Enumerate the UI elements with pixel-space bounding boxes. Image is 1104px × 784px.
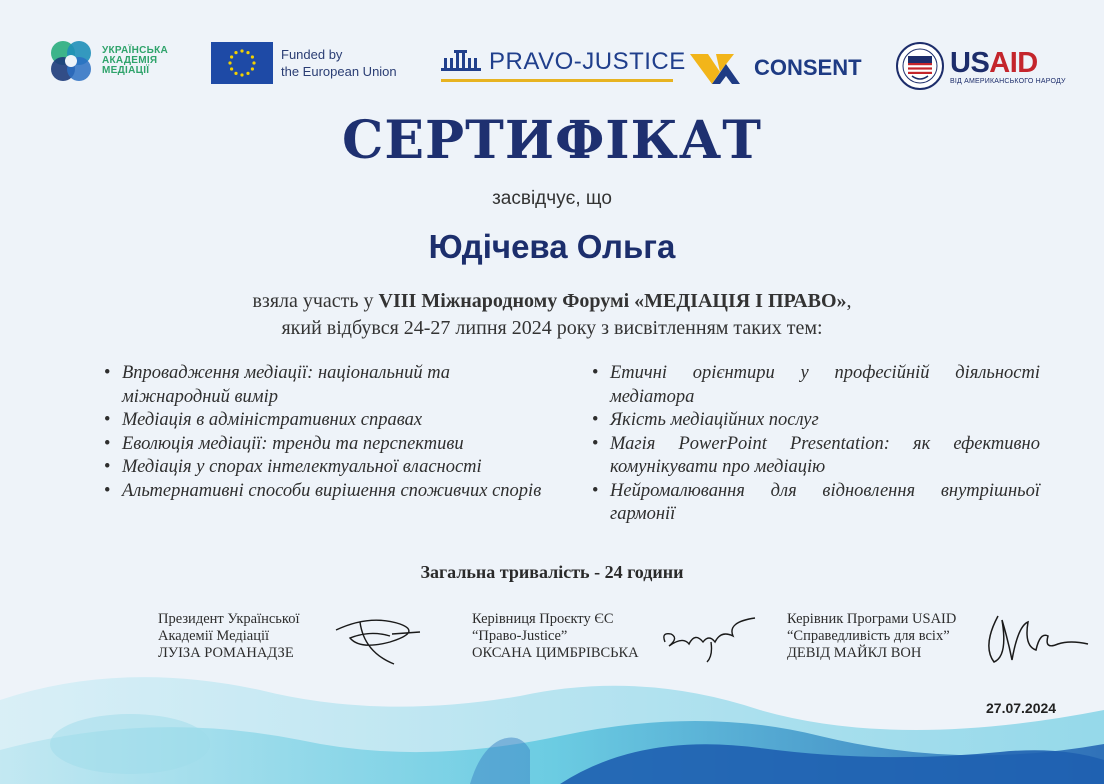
pravo-justice-text: PRAVO-JUSTICE [489,48,686,75]
usaid-aid: AID [989,46,1038,79]
usaid-wordmark [950,48,1066,78]
issue-date: 27.07.2024 [986,700,1057,716]
signatory-org: “Право-Justice” [472,628,568,644]
usaid-tagline: ВІД АМЕРИКАНСЬКОГО НАРОДУ [950,77,1066,85]
usaid-seal-icon [896,42,944,90]
certificate-title: СЕРТИФІКАТ [342,110,762,171]
topics-list-right [592,362,1040,527]
list-item: • Впровадження медіації: національний та міжнародний вимір [104,362,544,409]
list-item: • Нейромалювання для відновлення внутрішньої гармонії [592,480,1040,527]
intro-part-c: , [846,290,852,312]
intro-part-a: взяла участь у [252,290,379,312]
ua-academy-line1: УКРАЇНСЬКА [102,45,169,56]
eu-funding-logo [211,42,397,84]
decorative-wave-icon [0,640,1104,784]
ukrainian-academy-logo [46,36,168,86]
signatory-title: Президент Української [158,611,300,627]
signatory-org: Академії Медіації [158,628,270,644]
consent-emblem-icon [690,50,752,86]
intro-line2: який відбувся 24-27 липня 2024 року з висвітленням таких тем: [281,317,823,339]
ua-academy-emblem-icon [46,36,96,86]
list-item: • Етичні орієнтири у професійній діяльності медіатора [592,362,1040,409]
list-item: • Альтернативні способи вирішення споживчих спорів [104,480,544,504]
pravo-justice-underline [441,79,673,82]
list-item: • Медіація у спорах інтелектуальної власності [104,456,544,480]
consent-logo [690,50,862,86]
signatory-title: Керівник Програми USAID [787,611,957,627]
list-item: • Еволюція медіації: тренди та перспективи [104,433,544,457]
eu-line2: the European Union [281,64,397,79]
pravo-justice-logo [441,48,686,82]
usaid-us: US [950,46,990,79]
total-duration: Загальна тривалість - 24 години [420,562,684,582]
signatory-title: Керівниця Проєкту ЄС [472,611,614,627]
list-item: • Якість медіаційних послуг [592,409,1040,433]
forum-name: VIII Міжнародному Форумі «МЕДІАЦІЯ І ПРАВО» [378,290,847,312]
topics-list-left [104,362,544,503]
eu-line1: Funded by [281,47,343,62]
list-item: • Магія PowerPoint Presentation: як ефективно комунікувати про медіацію [592,433,1040,480]
signatory-org: “Справедливість для всіх” [787,628,950,644]
certifies-text: засвідчує, що [492,188,612,209]
recipient-name: Юдічева Ольга [428,228,676,265]
signatory-name: ДЕВІД МАЙКЛ ВОН [787,645,922,661]
consent-text: CONSENT [754,55,862,80]
signatory-name: ОКСАНА ЦИМБРІВСЬКА [472,645,639,661]
ua-academy-line3: МЕДІАЦІЇ [102,65,150,76]
building-icon [441,50,481,74]
ua-academy-line2: АКАДЕМІЯ [102,55,158,66]
eu-flag-icon [211,42,273,84]
list-item: • Медіація в адміністративних справах [104,409,544,433]
participation-text [0,288,1104,342]
signatory-name: ЛУІЗА РОМАНАДЗЕ [158,645,294,661]
usaid-logo [896,42,1066,90]
